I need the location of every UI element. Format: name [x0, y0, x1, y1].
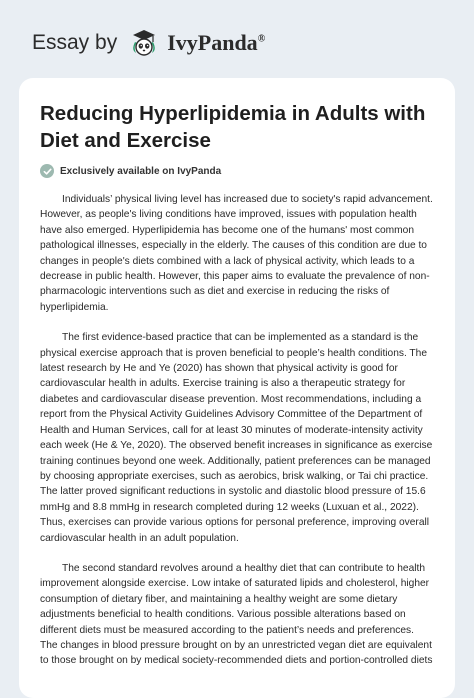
availability-text: Exclusively available on IvyPanda — [60, 165, 222, 177]
essay-card — [19, 78, 455, 698]
essay-paragraph: The first evidence-based practice that can be implemented as a standard is the physical exercise approach that is proven beneficial to people’s health conditions. The latest research by He and Ye (2020) has shown that physical activity is good for cardiovascular health in adults. Exercise training is also a therapeutic strategy for diabetes and cardiovascular disease prevention. Most recommendations, including a report from the Physical Activity Guidelines Advisory Committee of the Department of Health and Human Services, call for at least 30 minutes of moderate-intensity activity each week (He & Ye, 2020). The observed benefit increases in significance as exercise training continues beyond one week. Additionally, patient preferences can be managed by choosing appropriate exercises, such as aerobics, brisk walking, or Tai chi practice. The latter proved significant reductions in systolic and diastolic blood pressure of 15.6 mmHg and 8.8 mmHg in research completed during 12 weeks (Luxuan et al., 2022). Thus, exercises can provide various options for personal preference, improving overall cardiovascular health in an adult population. — [40, 332, 433, 544]
check-badge-icon — [40, 164, 54, 178]
brand[interactable] — [32, 26, 265, 60]
site-header — [0, 0, 474, 80]
essay-paragraph: Individuals’ physical living level has increased due to society's rapid advancement. However, as people's living conditions have improved, issues with population health have also emerged. Hyperlipidemia has become one of the humans' most common pathological illnesses, especially in the elderly. The causes of this condition are due to changes in people's diets combined with a lack of physical activity, which leads to a decrease in public health. However, this paper aims to evaluate the prevalence of non-pharmacologic interventions such as diet and exercise in reducing the risks of hyperlipidemia. — [40, 194, 433, 313]
essay-paragraph: The second standard revolves around a healthy diet that can contribute to health improvement alongside exercise. Low intake of saturated lipids and cholesterol, higher consumption of dietary fiber, and maintaining a healthy weight are some dietary adjustments beneficial to health conditions. Various possible alterations based on different diets must be measured according to the patient’s needs and preferences. The changes in blood pressure brought on by an unrestricted vegan diet are equivalent to those brought on by medical society-recommended diets and portion-controlled diets — [40, 562, 433, 667]
essay-title: Reducing Hyperlipidemia in Adults with Diet and Exercise — [40, 102, 426, 152]
ivypanda-logo-icon — [127, 26, 161, 60]
trademark-symbol: ® — [257, 33, 266, 45]
essay-by-label: Essay by — [32, 31, 118, 54]
brand-name: IvyPanda® — [167, 30, 266, 55]
availability-note — [40, 164, 434, 178]
